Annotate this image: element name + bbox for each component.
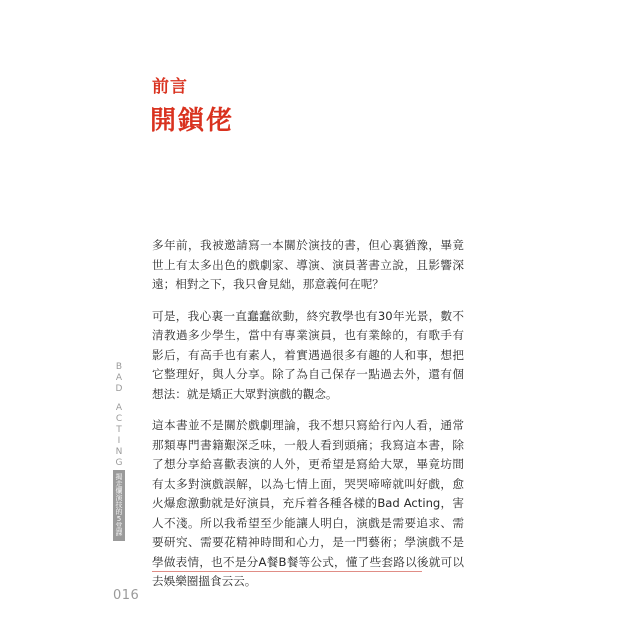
badge-char: 5 [116,515,122,523]
badge-char: 的 [115,508,123,516]
side-title-letter: A [115,373,123,383]
badge-char: 走 [115,480,123,488]
side-title-letter: N [115,447,123,457]
side-title-letter: T [116,425,122,435]
badge-char: 課 [115,529,123,537]
side-title-letter: B [115,362,123,372]
footer-divider [152,571,422,572]
chapter-title: 開鎖佬 [150,106,235,136]
paragraph: 多年前，我被邀請寫一本關於演技的書，但心裏猶豫，畢竟世上有太多出色的戲劇家、導演、演員著書立說，且影響深遠；相對之下，我只會見絀，那意義何在呢？ [152,238,464,291]
badge-char: 爛 [115,487,123,495]
section-label: 前言 [152,77,188,97]
side-title-letter: C [115,414,123,424]
paragraph: 可是，我心裏一直蠢蠢欲動，終究教學也有30年光景，數不清教過多少學生，當中有專業演員，也有業餘的，有歌手有影后，有高手也有素人，着實遇過很多有趣的人和事，想把它整理好，與人分享。除了為自己保存一點過去外，還有個想法：就是矯正大眾對演戲的觀念。 [152,308,464,401]
paragraph: 這本書並不是關於戲劇理論，我不想只寫給行內人看，通常那類專門書籍艱深乏味，一般人看到頭痛；我寫這本書，除了想分享給喜歡表演的人外，更希望是寫給大眾，畢竟坊間有太多對演戲誤解，以為七情上面，哭哭啼啼就叫好戲，愈火爆愈激動就是好演員，充斥着各種各樣的Bad Acting，害人不淺。所以我希望至少能讓人明白，演戲是需要追求、需要研究、需要花精神時間和心力，是一門藝術；學演戲不是學做表情，也不是分A餐B餐等公式，懂了些套路以後就可以去娛樂圈搵食云云。 [152,418,464,588]
badge-char: 堂 [115,522,123,530]
body-text [152,236,464,604]
side-subtitle-badge [113,470,125,541]
side-book-title [113,362,125,469]
side-title-letter: A [115,403,123,413]
side-title-letter: G [115,458,123,468]
badge-char: 演 [115,494,123,502]
page-number: 016 [113,588,140,603]
badge-char: 技 [115,501,123,509]
badge-char: 揭 [115,473,123,481]
side-title-letter: D [115,384,123,394]
side-title-letter: I [117,436,121,446]
